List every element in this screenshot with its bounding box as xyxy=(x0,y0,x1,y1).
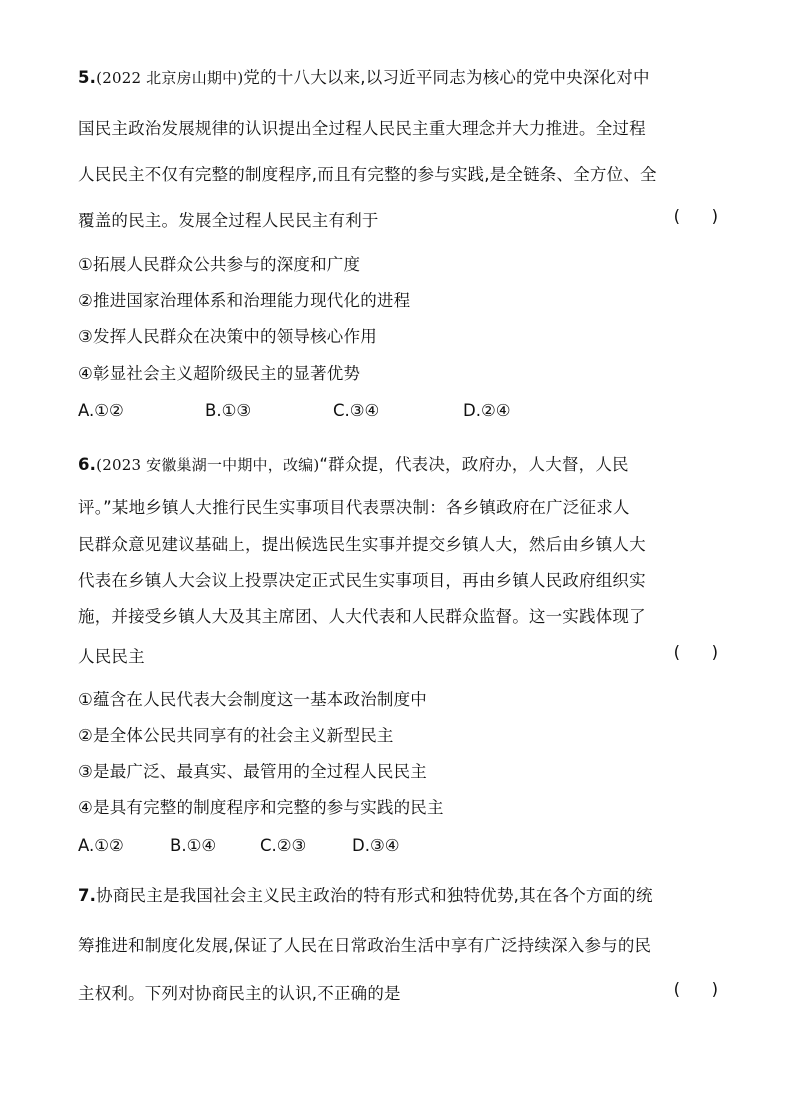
q6-item-1: ①蕴含在人民代表大会制度这一基本政治制度中 xyxy=(78,690,427,709)
q6-stem-line-4: 代表在乡镇人大会议上投票决定正式民生实事项目，再由乡镇人民政府组织实 xyxy=(78,571,646,590)
q7-stem-line-1 xyxy=(78,882,653,906)
q5-stem-line-1 xyxy=(78,64,650,88)
q6-option-a[interactable]: A.①② xyxy=(78,836,124,855)
q6-option-b[interactable]: B.①④ xyxy=(170,836,217,855)
q5-option-d[interactable]: D.②④ xyxy=(463,401,511,420)
q5-stem-line-3: 人民民主不仅有完整的制度程序,而且有完整的参与实践,是全链条、全方位、全 xyxy=(78,165,657,184)
q5-item-4: ④彰显社会主义超阶级民主的显著优势 xyxy=(78,364,361,383)
q7-number: 7. xyxy=(78,886,97,905)
q6-stem-line-3: 民群众意见建议基础上，提出候选民生实事并提交乡镇人大，然后由乡镇人大 xyxy=(78,535,646,554)
q6-stem-line-6: 人民民主 xyxy=(78,647,145,666)
q6-option-d[interactable]: D.③④ xyxy=(352,836,400,855)
q5-option-c[interactable]: C.③④ xyxy=(333,401,380,420)
q5-stem-line-4: 覆盖的民主。发展全过程人民民主有利于 xyxy=(78,211,379,230)
q5-item-1: ①拓展人民群众公共参与的深度和广度 xyxy=(78,255,361,274)
q6-stem-text: “群众提，代表决，政府办，人大督，人民 xyxy=(319,455,629,474)
q6-source: (2023 安徽巢湖一中期中，改编) xyxy=(96,456,320,474)
q6-item-4: ④是具有完整的制度程序和完整的参与实践的民主 xyxy=(78,798,444,817)
q7-stem-line-2: 筹推进和制度化发展,保证了人民在日常政治生活中享有广泛持续深入参与的民 xyxy=(78,936,652,955)
q6-number: 6. xyxy=(78,455,97,474)
q7-stem-line-3: 主权利。下列对协商民主的认识,不正确的是 xyxy=(78,984,401,1003)
q7-stem-text: 协商民主是我国社会主义民主政治的特有形式和独特优势,其在各个方面的统 xyxy=(96,886,653,905)
q5-answer-blank[interactable]: ( ) xyxy=(673,207,718,226)
q6-stem-line-1 xyxy=(78,451,629,475)
q5-source: (2022 北京房山期中) xyxy=(96,69,244,87)
q7-answer-blank[interactable]: ( ) xyxy=(673,980,718,999)
q5-stem-line-2: 国民主政治发展规律的认识提出全过程人民民主重大理念并大力推进。全过程 xyxy=(78,119,646,138)
q6-stem-line-2: 评。”某地乡镇人大推行民生实事项目代表票决制：各乡镇政府在广泛征求人 xyxy=(78,498,630,517)
q5-options xyxy=(78,401,511,420)
q5-item-2: ②推进国家治理体系和治理能力现代化的进程 xyxy=(78,291,411,310)
q6-stem-line-5: 施，并接受乡镇人大及其主席团、人大代表和人民群众监督。这一实践体现了 xyxy=(78,607,646,626)
q5-option-a[interactable]: A.①② xyxy=(78,401,124,420)
q6-item-2: ②是全体公民共同享有的社会主义新型民主 xyxy=(78,726,394,745)
q6-option-c[interactable]: C.②③ xyxy=(260,836,307,855)
q5-option-b[interactable]: B.①③ xyxy=(205,401,252,420)
q5-number: 5. xyxy=(78,68,97,87)
q5-item-3: ③发挥人民群众在决策中的领导核心作用 xyxy=(78,327,377,346)
q6-item-3: ③是最广泛、最真实、最管用的全过程人民民主 xyxy=(78,762,427,781)
q5-stem-text: 党的十八大以来,以习近平同志为核心的党中央深化对中 xyxy=(243,68,650,87)
q6-answer-blank[interactable]: ( ) xyxy=(673,643,718,662)
q6-options xyxy=(78,836,400,855)
